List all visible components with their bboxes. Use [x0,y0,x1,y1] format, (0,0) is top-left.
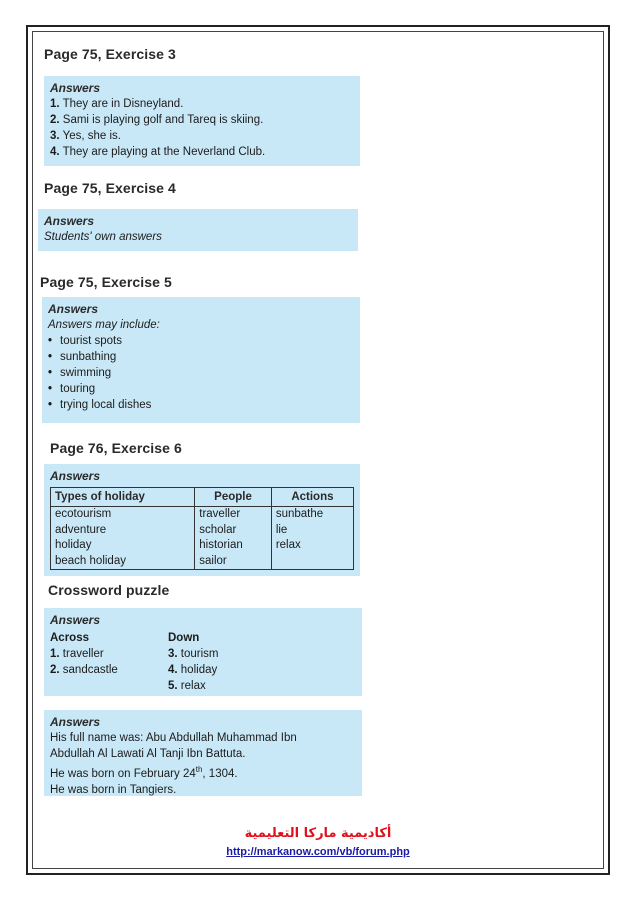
answers-box-ex3 [44,76,360,166]
table-cell: lie [271,523,353,539]
table-row [51,523,354,539]
answers-label: Answers [48,302,99,316]
answers-box-battuta [44,710,362,796]
crossword-item [50,646,118,662]
answer-item [50,128,354,144]
ex3-answer-list [50,96,354,160]
bullet-item: • tourist spots [48,333,354,349]
bullet-item: • sunbathing [48,349,354,365]
table-cell: historian [195,538,272,554]
battuta-date-suffix: th [195,765,203,774]
answers-box-ex5 [42,297,360,423]
crossword-number: 5. [168,680,178,692]
table-row [51,554,354,570]
answer-number: 2. [50,114,60,126]
crossword-number: 1. [50,648,60,660]
down-label: Down [168,632,200,644]
table-header-cell: Actions [271,488,353,507]
table-header-row [51,488,354,507]
ex5-bullet-list [48,333,354,413]
table-cell [271,554,353,570]
heading-crossword: Crossword puzzle [48,582,170,598]
crossword-word: relax [177,680,206,692]
crossword-number: 2. [50,664,60,676]
crossword-down-column [168,630,219,694]
answers-label: Answers [50,715,101,729]
answer-number: 1. [50,98,60,110]
table-header-cell: Types of holiday [51,488,195,507]
crossword-item [50,662,118,678]
ex5-intro: Answers may include: [48,319,160,331]
battuta-line-1: His full name was: Abu Abdullah Muhammad Ibn [50,732,297,744]
answers-label: Answers [44,214,95,228]
answer-item [50,96,354,112]
table-body [51,507,354,570]
battuta-line-2: Abdullah Al Lawati Al Tanji Ibn Battuta. [50,748,246,760]
down-list [168,646,219,694]
bullet-item: • trying local dishes [48,397,354,413]
crossword-word: holiday [177,664,218,676]
footer-academy-name: أكاديمية ماركا التعليمية [244,826,392,841]
across-label: Across [50,632,89,644]
heading-ex4: Page 75, Exercise 4 [44,180,176,196]
crossword-word: sandcastle [59,664,118,676]
answers-label: Answers [50,613,101,627]
table-cell: scholar [195,523,272,539]
table-cell: sunbathe [271,507,353,523]
table-header-cell: People [195,488,272,507]
table-cell: adventure [51,523,195,539]
answer-number: 3. [50,130,60,142]
answer-text: They are in Disneyland. [59,98,184,110]
crossword-item [168,662,219,678]
bullet-item: • swimming [48,365,354,381]
table-cell: traveller [195,507,272,523]
answers-box-ex4 [38,209,358,251]
battuta-date-post: , 1304. [202,767,238,780]
ex4-answer-text: Students' own answers [44,231,162,243]
table-cell: beach holiday [51,554,195,570]
battuta-line-4: He was born in Tangiers. [50,783,177,796]
table-cell: relax [271,538,353,554]
holiday-table [50,487,354,570]
crossword-number: 3. [168,648,178,660]
crossword-item [168,678,219,694]
answers-box-crossword [44,608,362,696]
heading-ex6: Page 76, Exercise 6 [50,440,182,456]
table-cell: ecotourism [51,507,195,523]
crossword-word: traveller [59,648,104,660]
answers-label: Answers [50,81,101,95]
across-list [50,646,118,678]
battuta-date-pre: He was born on February 24 [50,767,196,780]
answer-text: Yes, she is. [59,130,121,142]
answers-box-ex6 [44,464,360,576]
table-cell: sailor [195,554,272,570]
battuta-line-3 [50,762,356,782]
crossword-across-column [50,630,118,678]
answer-item [50,144,354,160]
crossword-item [168,646,219,662]
answer-item [50,112,354,128]
heading-ex3: Page 75, Exercise 3 [44,46,176,62]
answer-text: Sami is playing golf and Tareq is skiing. [59,114,264,126]
table-row [51,507,354,523]
crossword-number: 4. [168,664,178,676]
answer-number: 4. [50,146,60,158]
bullet-item: • touring [48,381,354,397]
crossword-word: tourism [177,648,219,660]
answers-label: Answers [50,469,101,483]
heading-ex5: Page 75, Exercise 5 [40,274,172,290]
table-row [51,538,354,554]
table-cell: holiday [51,538,195,554]
answer-text: They are playing at the Neverland Club. [59,146,266,158]
footer-forum-link[interactable]: http://markanow.com/vb/forum.php [226,846,410,858]
